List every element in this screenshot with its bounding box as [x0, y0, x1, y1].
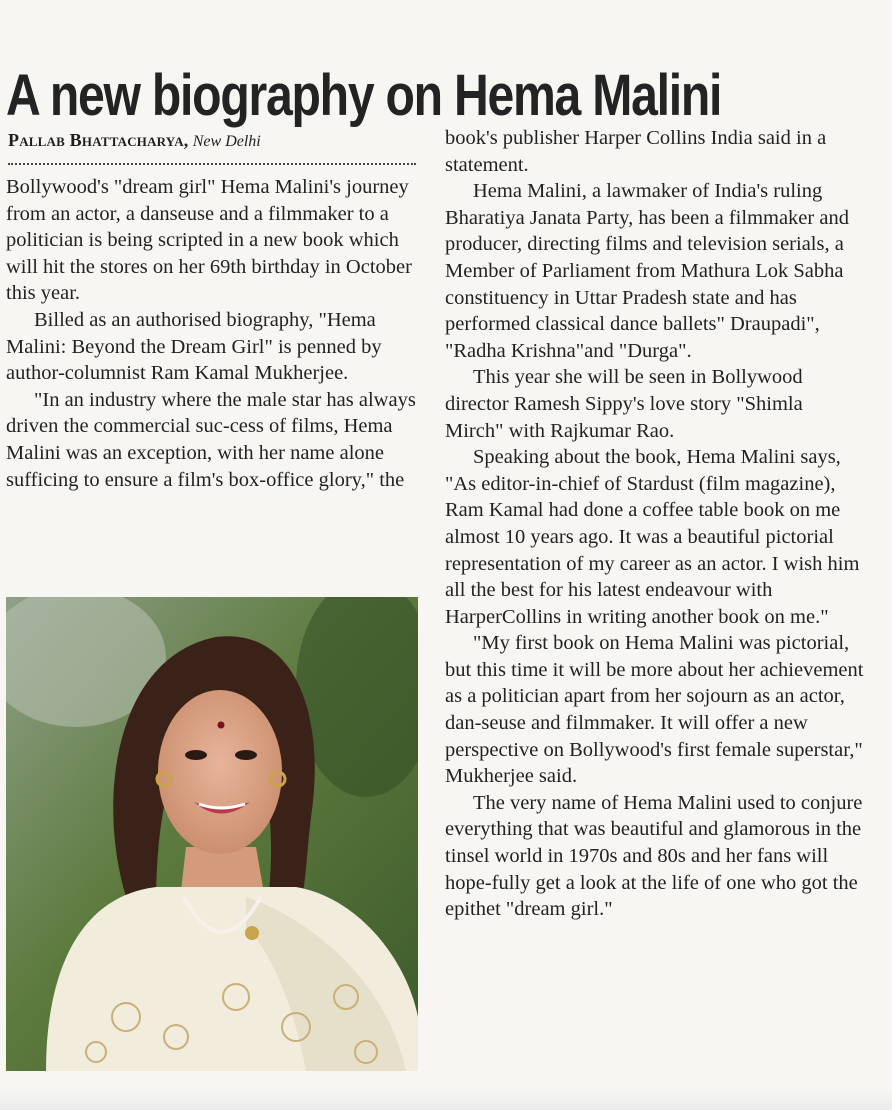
byline-author: Pallab Bhattacharya,: [8, 130, 189, 150]
paragraph: Billed as an authorised biography, "Hema Malini: Beyond the Dream Girl" is penned by author-columnist Ram Kamal Mukherjee.: [6, 308, 382, 385]
paragraph: Bollywood's "dream girl" Hema Malini's journey from an actor, a danseuse and a filmmaker to a politician is being scripted in a new book which will hit the stores on her 69th birthday in October this year.: [6, 176, 412, 305]
article-column-2: [445, 125, 865, 923]
byline-place: New Delhi: [192, 133, 261, 150]
page-bottom-edge: [0, 1088, 892, 1110]
paragraph: This year she will be seen in Bollywood director Ramesh Sippy's love story "Shimla Mirch" with Rajkumar Rao.: [445, 366, 803, 442]
article-column-1: [6, 174, 422, 493]
headline: A new biography on Hema Malini: [6, 62, 722, 128]
paragraph: "In an industry where the male star has always driven the commercial suc-cess of films, Hema Malini was an exception, with her name alone sufficing to ensure a film's box-office glory," the: [6, 388, 416, 491]
paragraph: book's publisher Harper Collins India said in a statement.: [445, 127, 827, 176]
article-photo: [6, 597, 418, 1071]
byline: [8, 129, 418, 153]
paragraph: Hema Malini, a lawmaker of India's ruling Bharatiya Janata Party, has been a filmmaker and producer, directing films and television serials, a Member of Parliament from Mathura Lok Sabha constituency in Uttar Pradesh state and has performed classical dance ballets" Draupadi", "Radha Krishna"and "Durga".: [445, 180, 849, 362]
portrait-image: [6, 597, 418, 1071]
paragraph: The very name of Hema Malini used to conjure everything that was beautiful and glamorous in the tinsel world in 1970s and 80s and her fans will hope-fully get a look at the life of one who got the epithet "dream girl.": [445, 791, 863, 921]
byline-divider: [8, 163, 416, 165]
paragraph: "My first book on Hema Malini was pictorial, but this time it will be more about her achievement as a politician apart from her sojourn as an actor, dan-seuse and filmmaker. It will offer a new perspective on Bollywood's first female superstar," Mukherjee said.: [445, 632, 864, 788]
paragraph: Speaking about the book, Hema Malini says, "As editor-in-chief of Stardust (film magazine), Ram Kamal had done a coffee table book on me almost 10 years ago. It was a beautiful pictorial representation of my career as an actor. I wish him all the best for his latest endeavour with HarperCollins in writing another book on me.": [445, 446, 860, 628]
